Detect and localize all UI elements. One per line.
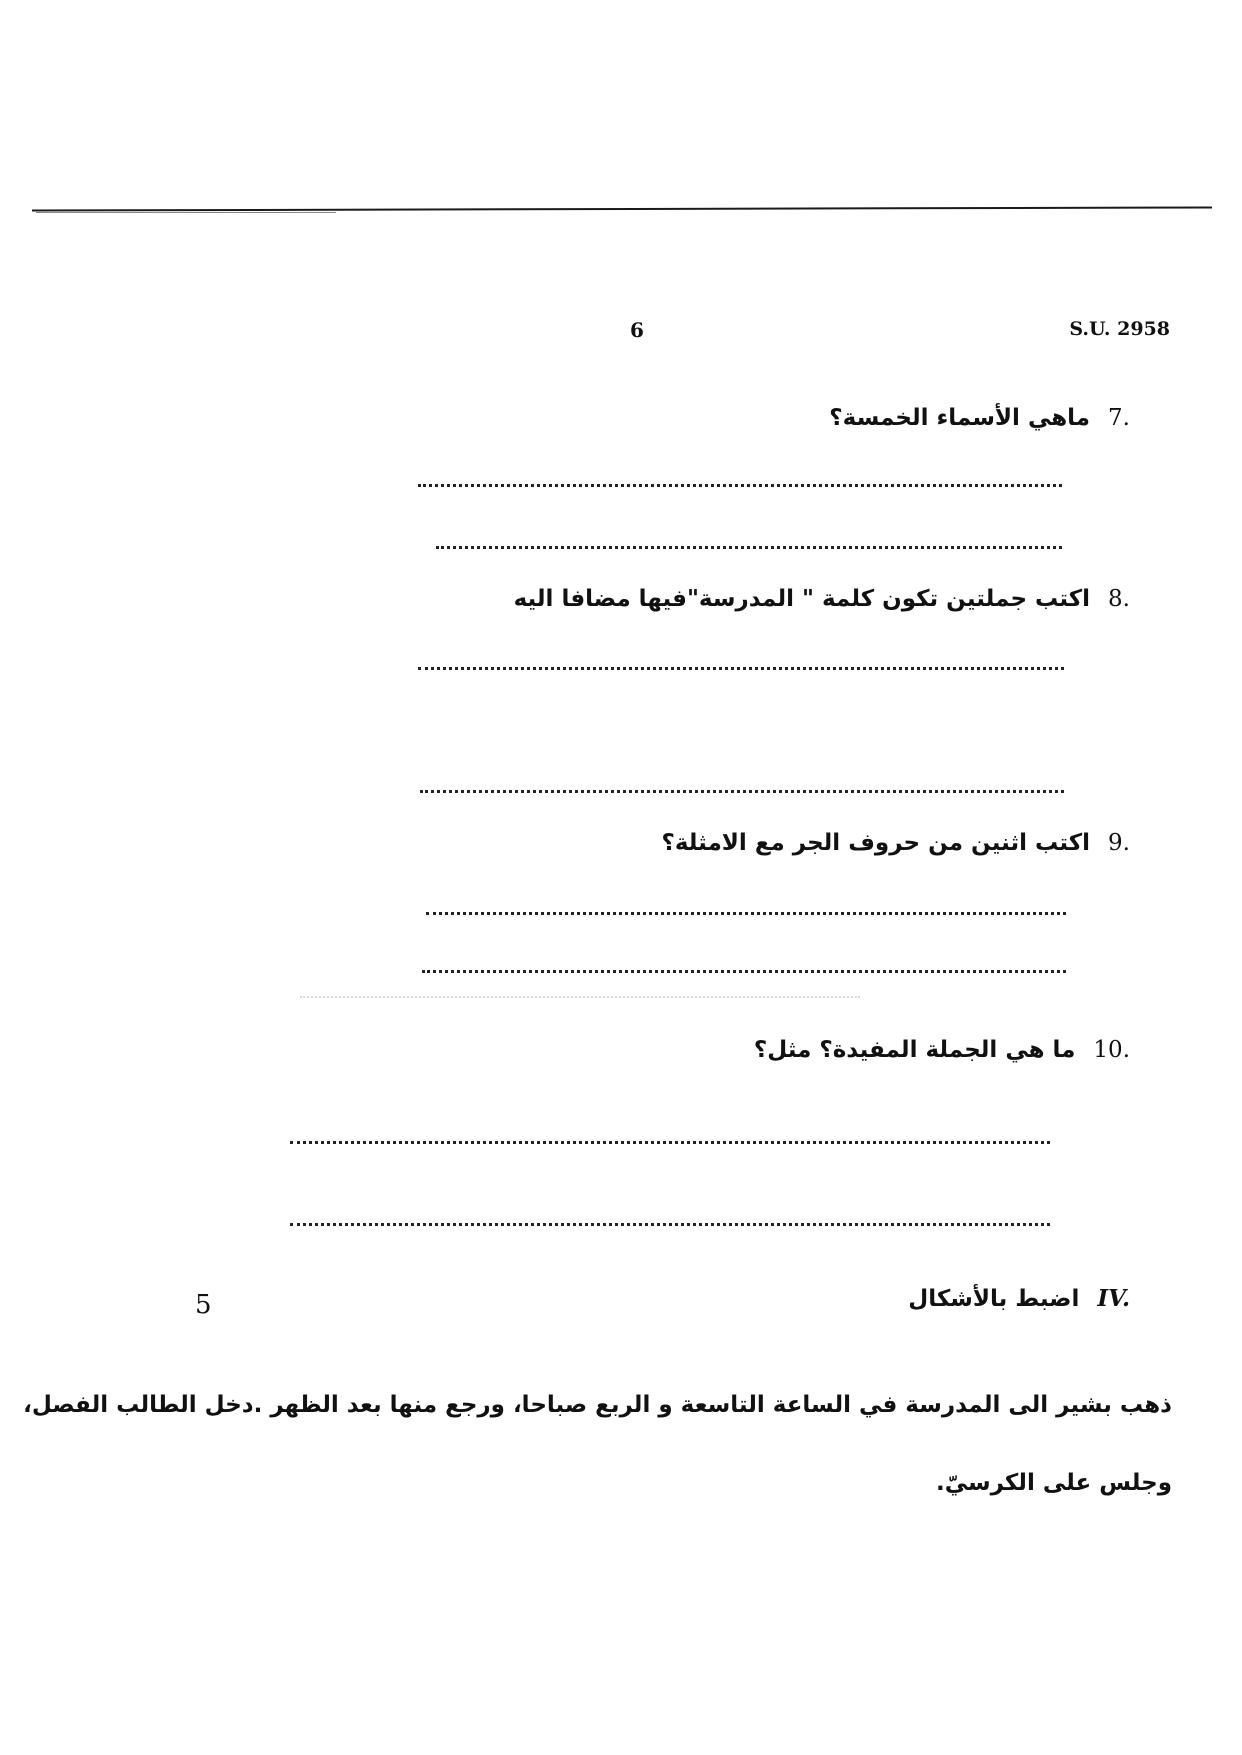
answer-line[interactable]: [426, 912, 1066, 915]
passage-line-1: ذهب بشير الى المدرسة في الساعة التاسعة و الربع صباحا، ورجع منها بعد الظهر .دخل الطالب الفصل،: [23, 1392, 1172, 1418]
answer-line[interactable]: [290, 1223, 1050, 1226]
question-text: ماهي الأسماء الخمسة؟: [829, 405, 1091, 431]
question-10: [754, 1037, 1130, 1063]
faint-scan-artifact: [300, 996, 860, 998]
paper-code: S.U. 2958: [1069, 318, 1170, 340]
passage-line-2: وجلس على الكرسيّ.: [936, 1470, 1172, 1496]
question-number: 10.: [1093, 1037, 1130, 1063]
answer-line[interactable]: [418, 484, 1062, 487]
answer-line[interactable]: [290, 1141, 1050, 1144]
section-marks: 5: [195, 1290, 212, 1320]
scan-edge-shadow: [36, 212, 336, 213]
section-number: IV.: [1097, 1285, 1130, 1312]
question-number: 7.: [1108, 405, 1130, 431]
answer-line[interactable]: [420, 790, 1064, 793]
question-text: اكتب اثنين من حروف الجر مع الامثلة؟: [661, 830, 1091, 856]
question-7: [829, 405, 1130, 431]
question-number: 8.: [1108, 586, 1130, 612]
page-number: 6: [630, 318, 644, 342]
question-text: ما هي الجملة المفيدة؟ مثل؟: [753, 1037, 1076, 1063]
answer-line[interactable]: [422, 970, 1066, 973]
question-text: اكتب جملتين تكون كلمة " المدرسة"فيها مضافا اليه: [513, 586, 1091, 612]
answer-line[interactable]: [418, 667, 1064, 670]
section-title: اضبط بالأشكال: [908, 1286, 1080, 1312]
question-8: [514, 586, 1130, 612]
scan-edge-line: [32, 206, 1212, 211]
question-number: 9.: [1108, 830, 1130, 856]
answer-line[interactable]: [436, 546, 1062, 549]
question-9: [662, 830, 1131, 856]
section-iv-heading: [908, 1285, 1130, 1312]
